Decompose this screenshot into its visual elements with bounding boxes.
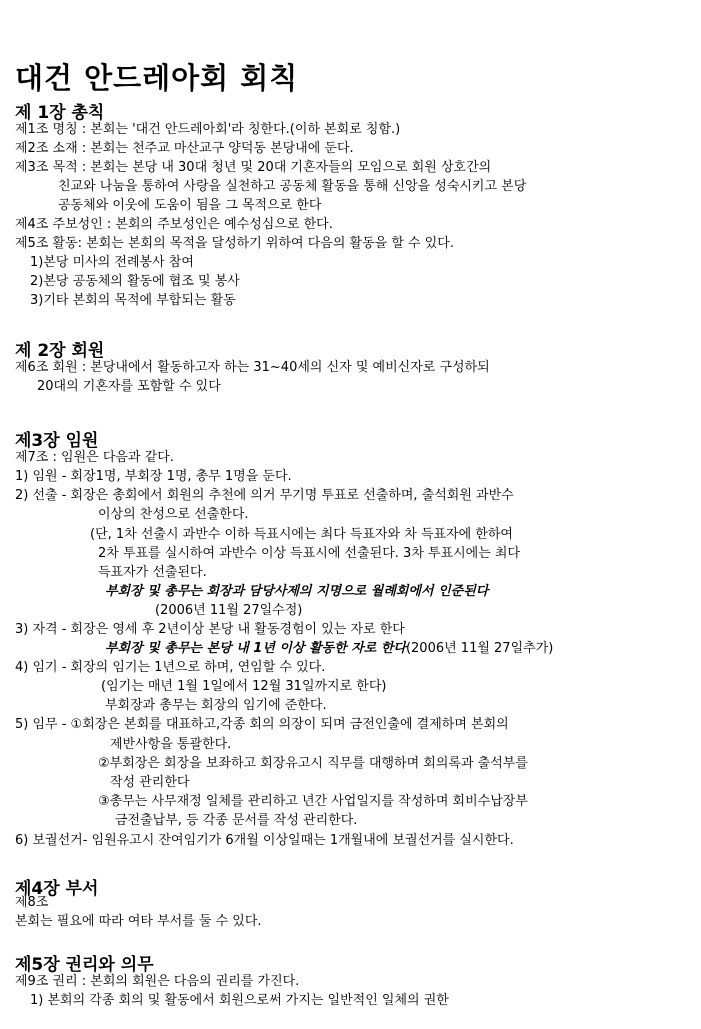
duties-item-cont: 제반사항을 통괄한다. xyxy=(110,737,232,752)
chapter-1-heading: 제 1장 총칙 xyxy=(15,103,105,123)
duties-vice-president-cont: 작성 관리한다 xyxy=(110,775,190,790)
article-1-name: 제1조 명칭 : 본회는 '대건 안드레아회'라 칭한다.(이하 본회로 칭함.) xyxy=(15,122,401,137)
duties-item: 5) 임무 - ①회장은 본회를 대표하고,각종 회의 의장이 되며 금전인출에 결제하며 본회의 xyxy=(15,717,509,732)
activity-item: 2)본당 공동체의 활동에 협조 및 봉사 xyxy=(30,274,240,289)
election-note-cont: 득표자가 선출된다. xyxy=(98,565,207,580)
qualification-item: 3) 자격 - 회장은 영세 후 2년이상 본당 내 활동경험이 있는 자로 한다 xyxy=(15,622,405,637)
article-3-purpose-cont: 공동체와 이웃에 도움이 됨을 그 목적으로 한다 xyxy=(58,198,322,213)
election-note: (단, 1차 선출시 과반수 이하 득표시에는 최다 득표자와 차 득표자에 한하여 xyxy=(90,527,513,542)
election-note-cont: 2차 투표를 실시하여 과반수 이상 득표시에 선출된다. 3차 투표시에는 최다 xyxy=(98,546,521,561)
article-6-members-cont: 20대의 기혼자를 포함할 수 있다 xyxy=(37,379,221,394)
addition-date: (2006년 11월 27일추가) xyxy=(405,641,554,656)
qualification-amendment-line xyxy=(105,639,553,658)
by-election-item: 6) 보궐선거- 임원유고시 잔여임기가 6개월 이상일때는 1개월내에 보궐선거를 실시한다. xyxy=(15,833,514,848)
chapter-2-heading: 제 2장 회원 xyxy=(15,341,105,361)
duties-secretary: ③총무는 사무재정 일체를 관리하고 년간 사업일지를 작성하며 회비수납장부 xyxy=(98,794,528,809)
duties-vice-president: ②부회장은 회장을 보좌하고 회장유고시 직무를 대행하며 회의록과 출석부를 xyxy=(98,756,528,771)
article-4-patron: 제4조 주보성인 : 본회의 주보성인은 예수성심으로 한다. xyxy=(15,217,333,232)
rights-item: 1) 본회의 각종 회의 및 활동에서 회원으로써 가지는 일반적인 일체의 권한 xyxy=(30,993,449,1008)
article-3-purpose: 제3조 목적 : 본회는 본당 내 30대 청년 및 20대 기혼자들의 모임으로 회원 상호간의 xyxy=(15,160,492,175)
article-9-rights: 제9조 권리 : 본회의 회원은 다음의 권리를 가진다. xyxy=(15,974,300,989)
election-item-cont: 이상의 찬성으로 선출한다. xyxy=(98,507,249,522)
article-5-activities: 제5조 활동: 본회는 본회의 목적을 달성하기 위하여 다음의 활동을 할 수 있다. xyxy=(15,236,454,251)
term-item-cont: (임기는 매년 1월 1일에서 12월 31일까지로 한다) xyxy=(101,679,387,694)
document-title: 대건 안드레아회 회칙 xyxy=(15,61,299,95)
chapter-5-heading: 제5장 권리와 의무 xyxy=(15,955,154,975)
election-amendment: 부회장 및 총무는 회장과 담당사제의 지명으로 월례회에서 인준된다 xyxy=(105,584,489,599)
activity-item: 3)기타 본회의 목적에 부합되는 활동 xyxy=(30,293,236,308)
activity-item: 1)본당 미사의 전례봉사 참여 xyxy=(30,255,194,270)
chapter-4-heading: 제4장 부서 xyxy=(15,879,99,899)
qualification-amendment: 부회장 및 총무는 본당 내 1년 이상 활동한 자로 한다 xyxy=(105,641,406,656)
article-8: 제8조 xyxy=(15,895,49,910)
election-item: 2) 선출 - 회장은 총회에서 회원의 추천에 의거 무기명 투표로 선출하며, 출석회원 과반수 xyxy=(15,488,514,503)
duties-secretary-cont: 금전출납부, 등 각종 문서를 작성 관리한다. xyxy=(115,813,358,828)
article-8-text: 본회는 필요에 따라 여타 부서를 둘 수 있다. xyxy=(15,914,262,929)
article-7-officers: 제7조 : 임원은 다음과 같다. xyxy=(15,450,174,465)
amendment-date: (2006년 11월 27일수정) xyxy=(155,603,303,618)
article-2-location: 제2조 소재 : 본회는 천주교 마산교구 양덕동 본당내에 둔다. xyxy=(15,141,354,156)
article-6-members: 제6조 회원 : 본당내에서 활동하고자 하는 31~40세의 신자 및 예비신자로 구성하되 xyxy=(15,360,490,375)
article-3-purpose-cont: 친교와 나눔을 통하여 사랑을 실천하고 공동체 활동을 통해 신앙을 성숙시키고 본당 xyxy=(58,179,527,194)
officers-item: 1) 임원 - 회장1명, 부회장 1명, 총무 1명을 둔다. xyxy=(15,469,292,484)
term-item: 4) 임기 - 회장의 임기는 1년으로 하며, 연임할 수 있다. xyxy=(15,660,326,675)
term-item-cont: 부회장과 총무는 회장의 임기에 준한다. xyxy=(105,698,327,713)
chapter-3-heading: 제3장 임원 xyxy=(15,431,99,451)
